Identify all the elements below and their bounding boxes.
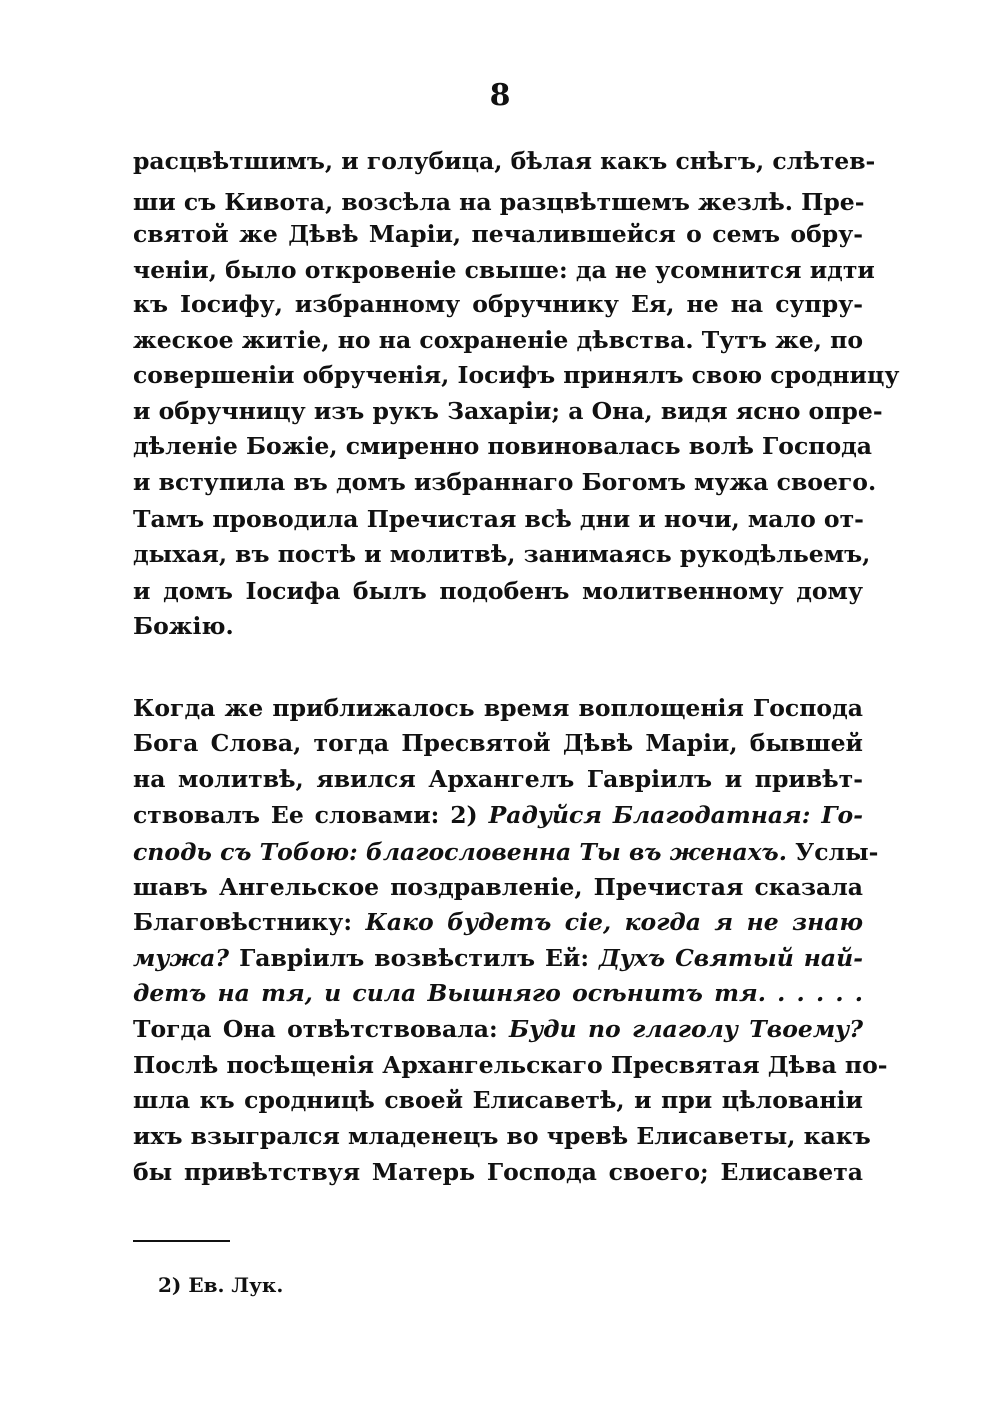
text-line: шавъ Ангельское поздравленіе, Пречистая сказала — [133, 873, 863, 901]
text-line: Тамъ проводила Пречистая всѣ дни и ночи, мало от- — [133, 505, 864, 533]
text-line: къ Іосифу, избранному обручнику Ея, не на супру- — [133, 290, 863, 318]
text-line: на молитвѣ, явился Архангелъ Гавріилъ и привѣт- — [133, 765, 863, 793]
text-line: ствовалъ Ее словами: 2) Радуйся Благодатная: Го- — [133, 801, 863, 829]
text-line: дѣленіе Божіе, смиренно повиновалась волѣ Господа — [133, 432, 873, 460]
text-line: шла къ сродницѣ своей Елисаветѣ, и при цѣлованіи — [133, 1086, 863, 1114]
text-line: и домъ Іосифа былъ подобенъ молитвенному дому — [133, 577, 863, 605]
text-line: Когда же приближалось время воплощенія Господа — [133, 694, 863, 722]
text-line: жеское житіе, но на сохраненіе дѣвства. Тутъ же, по — [133, 326, 863, 354]
text-line: ченіи, было откровеніе свыше: да не усомнится идти — [133, 256, 875, 284]
text-line: и вступила въ домъ избраннаго Богомъ мужа своего. — [133, 468, 877, 496]
text-line: Бога Слова, тогда Пресвятой Дѣвѣ Маріи, бывшей — [133, 729, 863, 757]
text-line: ши съ Кивота, возсѣла на разцвѣтшемъ жезлѣ. Пре- — [133, 188, 865, 216]
text-line: бы привѣтствуя Матерь Господа своего; Елисавета — [133, 1158, 863, 1186]
text-line: Послѣ посѣщенія Архангельскаго Пресвятая Дѣва по- — [133, 1051, 888, 1079]
text-line: совершеніи обрученія, Іосифъ принялъ свою сродницу — [133, 361, 900, 389]
text-line: Тогда Она отвѣтствовала: Буди по глаголу Твоему? — [133, 1015, 863, 1043]
text-line: святой же Дѣвѣ Маріи, печалившейся о семъ обру- — [133, 220, 863, 248]
text-line: расцвѣтшимъ, и голубица, бѣлая какъ снѣгъ, слѣтев- — [133, 147, 876, 175]
text-line: Божію. — [133, 612, 234, 640]
text-line: мужа? Гавріилъ возвѣстилъ Ей: Духъ Святый най- — [133, 944, 863, 972]
footnote: 2) Ев. Лук. — [158, 1273, 284, 1297]
text-line: Благовѣстнику: Како будетъ сіе, когда я не знаю — [133, 908, 863, 936]
text-line: сподь съ Тобою: благословенна Ты въ женахъ. Услы- — [133, 838, 879, 866]
page-number: 8 — [489, 78, 511, 113]
footnote-divider — [133, 1240, 230, 1242]
text-line: детъ на тя, и сила Вышняго осѣнитъ тя. . . . . . — [133, 979, 863, 1007]
text-line: дыхая, въ постѣ и молитвѣ, занимаясь рукодѣльемъ, — [133, 540, 871, 568]
text-line: ихъ взыгрался младенецъ во чревѣ Елисаветы, какъ — [133, 1122, 871, 1150]
text-line: и обручницу изъ рукъ Захаріи; а Она, видя ясно опре- — [133, 397, 883, 425]
